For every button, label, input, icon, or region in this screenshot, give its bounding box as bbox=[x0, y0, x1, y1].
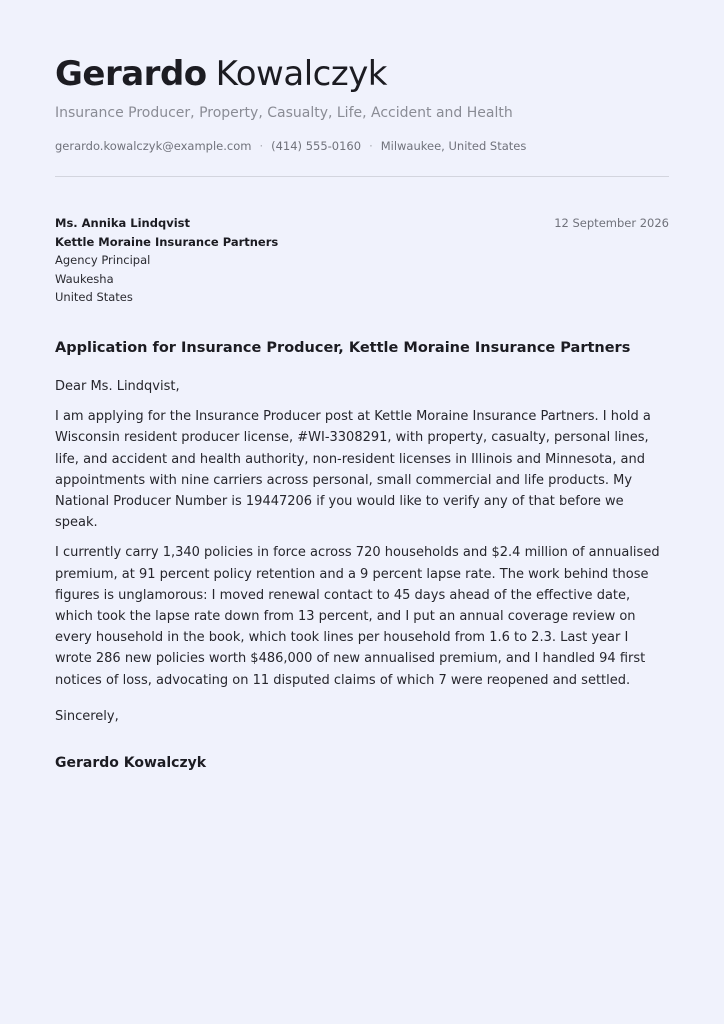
contact-line bbox=[55, 138, 526, 154]
applicant-first-name: Gerardo bbox=[55, 54, 207, 94]
contact-email: gerardo.kowalczyk@example.com bbox=[55, 139, 252, 153]
recipient-name: Ms. Annika Lindqvist bbox=[55, 216, 190, 230]
recipient-company: Kettle Moraine Insurance Partners bbox=[55, 234, 279, 249]
recipient-country: United States bbox=[55, 290, 133, 304]
header-divider bbox=[55, 176, 669, 177]
salutation: Dear Ms. Lindqvist, bbox=[55, 379, 180, 394]
recipient-block bbox=[55, 214, 278, 307]
contact-separator: · bbox=[259, 139, 264, 153]
recipient-city: Waukesha bbox=[55, 271, 114, 286]
signature-name: Gerardo Kowalczyk bbox=[55, 755, 207, 771]
body-paragraph: I currently carry 1,340 policies in force across 720 households and $2.4 million of annualised premium, at 91 percent policy retention and a 9 percent lapse rate. The work behind those figures is unglamorous: I moved renewal contact to 45 days ahead of the effective date, which took the lapse rate down from 13 percent, and I put an annual coverage review on every household in the book, which took lines per household from 1.6 to 2.3. Last year I wrote 286 new policies worth $486,000 of new annualised premium, and I handled 94 first notices of loss, advocating on 11 disputed claims of which 7 were reopened and settled. bbox=[55, 545, 660, 688]
contact-separator: · bbox=[369, 139, 373, 153]
closing: Sincerely, bbox=[55, 709, 119, 724]
applicant-title: Insurance Producer, Property, Casualty, Life, Accident and Health bbox=[55, 105, 513, 121]
letter-subject: Application for Insurance Producer, Kettle Moraine Insurance Partners bbox=[55, 340, 631, 356]
contact-location: Milwaukee, United States bbox=[380, 139, 527, 153]
applicant-name bbox=[55, 52, 387, 96]
letter-date: 12 September 2026 bbox=[554, 216, 669, 230]
contact-phone: (414) 555-0160 bbox=[271, 139, 362, 153]
recipient-role: Agency Principal bbox=[55, 253, 151, 267]
body-paragraph: I am applying for the Insurance Producer post at Kettle Moraine Insurance Partners. I hold a Wisconsin resident producer license, #WI-3308291, with property, casualty, personal lines, life, and accident and health authority, non-resident licenses in Illinois and Minnesota, and appointments with nine carriers across personal, small commercial and life products. My National Producer Number is 19447206 if you would like to verify any of that before we speak. bbox=[55, 409, 651, 531]
letter-body bbox=[55, 376, 669, 691]
applicant-last-name: Kowalczyk bbox=[215, 54, 387, 94]
